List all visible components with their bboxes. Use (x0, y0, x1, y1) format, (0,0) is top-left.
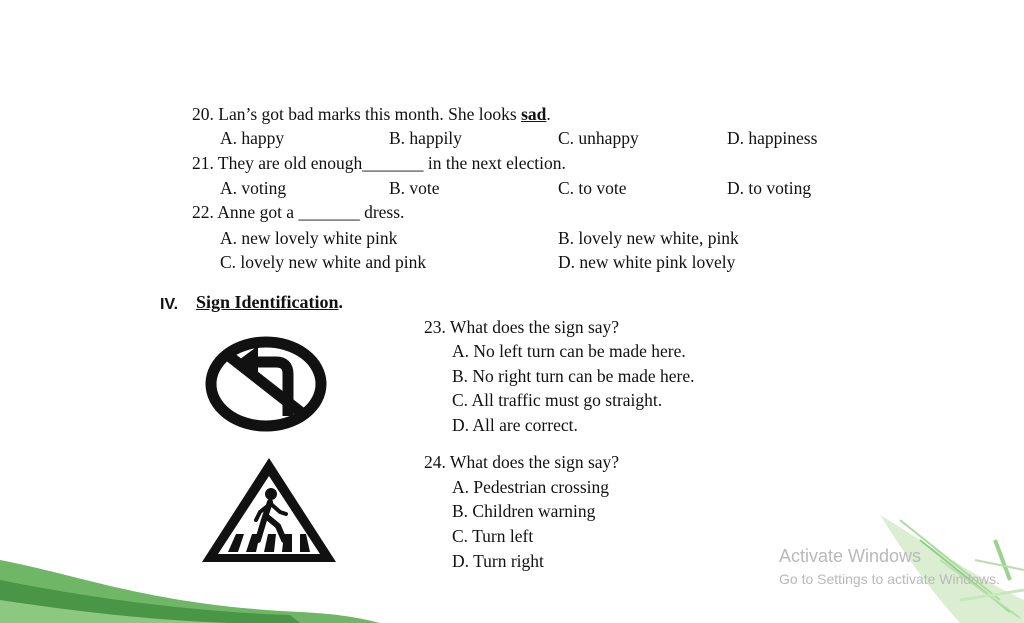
option-20-c[interactable]: C. unhappy (558, 128, 639, 148)
question-number: 22. (192, 202, 214, 222)
section-heading (196, 292, 343, 313)
option-24-d[interactable]: D. Turn right (452, 551, 544, 571)
activate-windows-subtitle[interactable]: Go to Settings to activate Windows. (779, 571, 1000, 587)
section-title: Sign Identification (196, 292, 339, 312)
question-24 (424, 452, 619, 473)
question-21 (192, 153, 566, 174)
option-23-d[interactable]: D. All are correct. (452, 415, 578, 435)
question-text: They are old enough_______ in the next election. (213, 153, 566, 173)
emphasized-word: sad (521, 104, 547, 124)
option-20-b[interactable]: B. happily (389, 128, 462, 148)
question-22 (192, 202, 404, 223)
option-24-c[interactable]: C. Turn left (452, 526, 534, 546)
option-22-d[interactable]: D. new white pink lovely (558, 252, 736, 272)
pedestrian-crossing-sign-icon (198, 454, 340, 566)
option-21-c[interactable]: C. to vote (558, 178, 627, 198)
option-22-c[interactable]: C. lovely new white and pink (220, 252, 427, 272)
section-number: IV. (160, 296, 179, 313)
question-text: What does the sign say? (445, 317, 620, 337)
section-title-suffix: . (338, 292, 344, 312)
option-24-a[interactable]: A. Pedestrian crossing (452, 477, 609, 497)
option-20-a[interactable]: A. happy (220, 128, 285, 148)
option-22-a[interactable]: A. new lovely white pink (220, 228, 398, 248)
question-text: Lan’s got bad marks this month. She looks (213, 104, 522, 124)
option-23-a[interactable]: A. No left turn can be made here. (452, 341, 686, 361)
option-20-d[interactable]: D. happiness (727, 128, 818, 148)
question-23 (424, 317, 619, 338)
option-21-a[interactable]: A. voting (220, 178, 287, 198)
option-21-d[interactable]: D. to voting (727, 178, 812, 198)
question-number: 21. (192, 153, 214, 173)
option-24-b[interactable]: B. Children warning (452, 501, 596, 521)
question-number: 24. (424, 452, 446, 472)
question-number: 23. (424, 317, 446, 337)
activate-windows-title: Activate Windows (779, 546, 922, 566)
option-23-c[interactable]: C. All traffic must go straight. (452, 390, 663, 410)
question-text: Anne got a _______ dress. (213, 202, 405, 222)
option-23-b[interactable]: B. No right turn can be made here. (452, 366, 695, 386)
option-22-b[interactable]: B. lovely new white, pink (558, 228, 739, 248)
question-number: 20. (192, 104, 214, 124)
question-text-end: . (546, 104, 551, 124)
no-left-turn-sign-icon (204, 336, 328, 432)
question-20 (192, 104, 551, 125)
question-text: What does the sign say? (445, 452, 620, 472)
option-21-b[interactable]: B. vote (389, 178, 440, 198)
